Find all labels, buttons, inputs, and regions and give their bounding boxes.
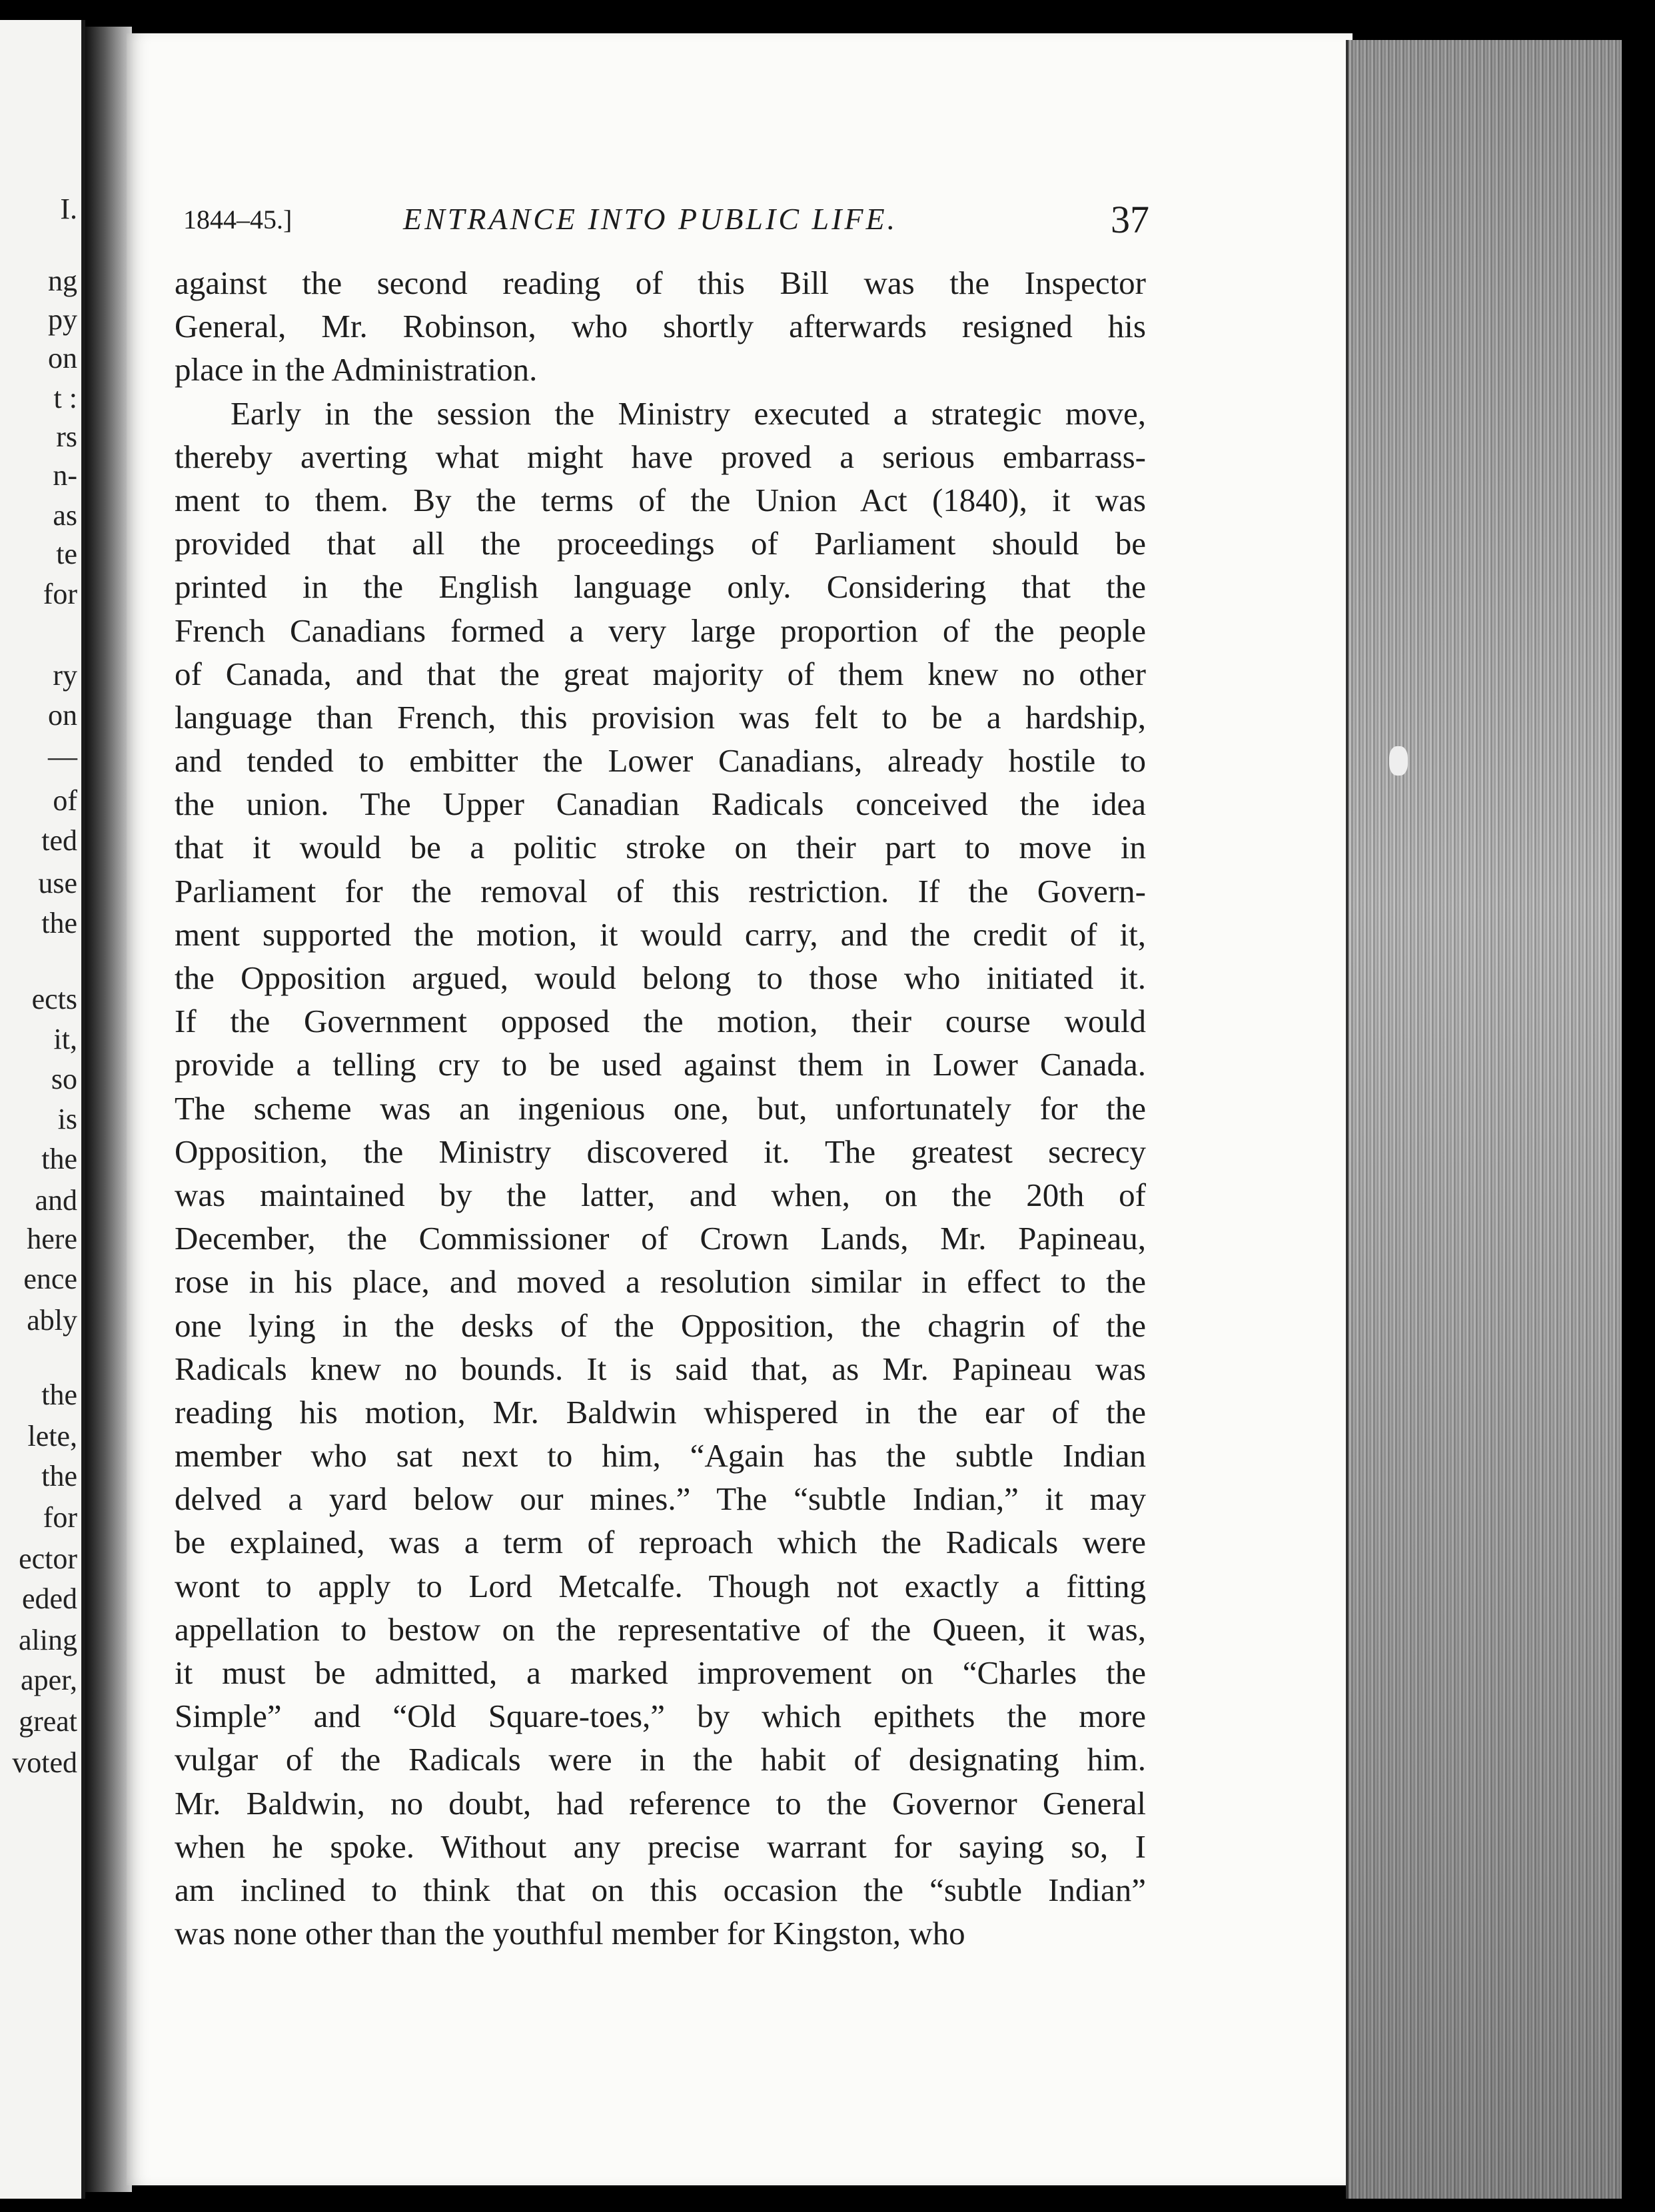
facing-page-fragment: great [19, 1705, 77, 1738]
facing-page-fragment: use [38, 867, 77, 899]
text-line: be explained, was a term of reproach which the Radicals were [175, 1524, 1146, 1561]
facing-page-left [0, 20, 85, 2199]
facing-page-fragment: here [27, 1223, 77, 1255]
facing-page-fragment: te [56, 538, 77, 570]
text-line: was maintained by the latter, and when, on the 20th of [175, 1176, 1146, 1213]
facing-page-fragment: of [53, 784, 77, 817]
facing-page-fragment: rs [56, 420, 77, 453]
text-line: December, the Commissioner of Crown Lands, Mr. Papineau, [175, 1220, 1146, 1257]
facing-page-fragment: ry [53, 659, 77, 692]
facing-page-fragment: py [48, 303, 77, 336]
page-number: 37 [1111, 198, 1149, 241]
text-line: vulgar of the Radicals were in the habit of designating him. [175, 1741, 1146, 1778]
text-line: against the second reading of this Bill was the Inspector [175, 265, 1146, 301]
text-line: one lying in the desks of the Opposition, the chagrin of the [175, 1307, 1146, 1344]
facing-page-fragment: the [41, 1460, 77, 1492]
text-line: appellation to bestow on the representative of the Queen, it was, [175, 1610, 1146, 1648]
facing-page-fragment: as [53, 499, 77, 532]
facing-page-fragment: on [48, 342, 77, 374]
text-line: provided that all the proceedings of Parliament should be [175, 525, 1146, 562]
facing-page-fragment: aper, [21, 1664, 77, 1696]
facing-page-fragment: — [48, 740, 77, 773]
page-body-text [175, 261, 1146, 1955]
facing-page-fragment: lete, [27, 1420, 77, 1452]
text-line: the Opposition argued, would belong to those who initiated it. [175, 959, 1146, 996]
facing-page-fragment: and [35, 1184, 77, 1217]
facing-page-fragment: voted [12, 1746, 77, 1779]
paper-blemish [1389, 746, 1408, 776]
text-line: Parliament for the removal of this restriction. If the Govern- [175, 872, 1146, 909]
book-gutter [85, 27, 132, 2192]
text-line: rose in his place, and moved a resolution similar in effect to the [175, 1263, 1146, 1301]
facing-page-fragment: the [41, 1143, 77, 1175]
text-line: member who sat next to him, “Again has the subtle Indian [175, 1437, 1146, 1474]
facing-page-fragment: n- [53, 459, 77, 492]
header-years: 1844–45.] [183, 205, 292, 235]
text-line: language than French, this provision was felt to be a hardship, [175, 698, 1146, 736]
facing-page-fragment: it, [53, 1023, 77, 1055]
text-line: reading his motion, Mr. Baldwin whispered in the ear of the [175, 1393, 1146, 1430]
text-line: Opposition, the Ministry discovered it. The greatest secrecy [175, 1133, 1146, 1170]
text-line: provide a telling cry to be used against them in Lower Canada. [175, 1046, 1146, 1083]
text-line: the union. The Upper Canadian Radicals conceived the idea [175, 786, 1146, 823]
text-line: Early in the session the Ministry executed a strategic move, [231, 394, 1146, 432]
facing-page-fragment: for [43, 578, 77, 610]
facing-page-fragment: ted [41, 824, 77, 857]
text-line: General, Mr. Robinson, who shortly afterwards resigned his [175, 308, 1146, 345]
text-line: thereby averting what might have proved a serious embarrass- [175, 438, 1146, 475]
text-line: am inclined to think that on this occasion the “subtle Indian” [175, 1871, 1146, 1908]
facing-page-fragment: the [41, 907, 77, 939]
facing-page-fragment: ence [23, 1263, 77, 1295]
facing-page-fragment: ably [27, 1304, 77, 1337]
text-line: and tended to embitter the Lower Canadians, already hostile to [175, 742, 1146, 780]
text-line: delved a yard below our mines.” The “subtle Indian,” it may [175, 1480, 1146, 1518]
text-line: that it would be a politic stroke on their part to move in [175, 829, 1146, 866]
facing-page-fragment: ector [19, 1542, 77, 1575]
text-line: it must be admitted, a marked improvement on “Charles the [175, 1654, 1146, 1691]
text-line: when he spoke. Without any precise warrant for saying so, I [175, 1828, 1146, 1865]
text-line: wont to apply to Lord Metcalfe. Though not exactly a fitting [175, 1567, 1146, 1604]
facing-page-fragment: aling [19, 1624, 77, 1656]
text-line: place in the Administration. [175, 351, 538, 388]
text-line: Simple” and “Old Square-toes,” by which epithets the more [175, 1698, 1146, 1735]
text-line: If the Government opposed the motion, their course would [175, 1003, 1146, 1040]
facing-page-fragment: ects [31, 983, 77, 1015]
text-line: was none other than the youthful member for Kingston, who [175, 1915, 965, 1952]
facing-page-fragment: for [43, 1501, 77, 1534]
facing-page-fragment: so [51, 1063, 77, 1095]
text-line: Mr. Baldwin, no doubt, had reference to the Governor General [175, 1784, 1146, 1822]
facing-page-fragment: t : [53, 382, 77, 414]
text-line: ment to them. By the terms of the Union Act (1840), it was [175, 481, 1146, 518]
running-header [183, 197, 1149, 244]
facing-page-fragment: the [41, 1379, 77, 1411]
text-line: French Canadians formed a very large proportion of the people [175, 612, 1146, 649]
text-line: of Canada, and that the great majority of them knew no other [175, 655, 1146, 692]
text-line: ment supported the motion, it would carry, and the credit of it, [175, 915, 1146, 953]
facing-page-fragment: ng [48, 265, 77, 297]
facing-page-fragment: is [57, 1103, 77, 1135]
facing-page-fragment: eded [21, 1582, 77, 1615]
facing-page-fragment: on [48, 699, 77, 732]
text-line: The scheme was an ingenious one, but, unfortunately for the [175, 1089, 1146, 1127]
facing-page-fragment: I. [60, 193, 77, 225]
running-title: ENTRANCE INTO PUBLIC LIFE. [403, 202, 898, 236]
text-line: Radicals knew no bounds. It is said that, as Mr. Papineau was [175, 1350, 1146, 1387]
page-edges [1346, 40, 1622, 2199]
text-line: printed in the English language only. Considering that the [175, 568, 1146, 606]
